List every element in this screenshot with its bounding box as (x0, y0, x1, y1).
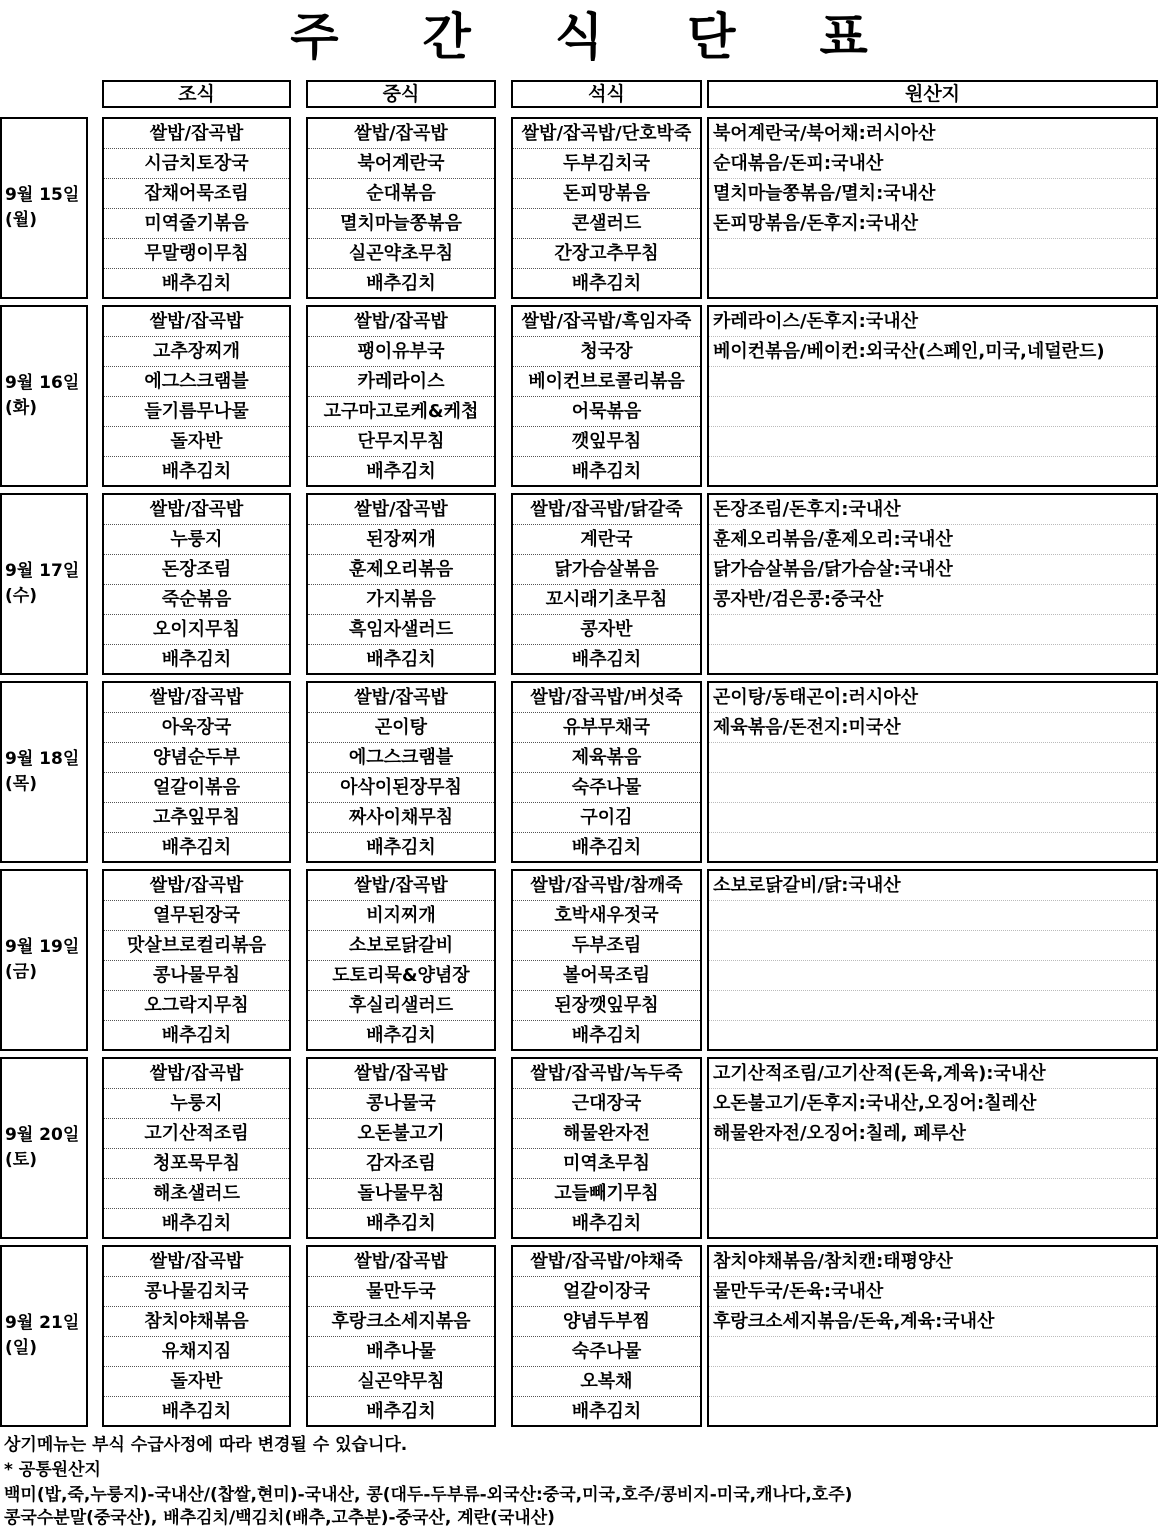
menu-item: 콩나물무침 (104, 961, 289, 991)
menu-item: 에그스크램블 (104, 367, 289, 397)
day-label (0, 493, 88, 675)
origin-item (709, 1209, 1156, 1239)
menu-item: 배추김치 (571, 1213, 642, 1234)
day-date: 9월 20일 (5, 1125, 80, 1145)
menu-item: 쌀밥/잡곡밥 (104, 119, 289, 149)
day-weekday: (목) (5, 774, 37, 794)
origin-item: 순대볶음/돈피:국내산 (709, 149, 1156, 179)
day-weekday: (일) (5, 1338, 37, 1358)
dinner-menu-block (511, 117, 702, 299)
day-label (0, 1057, 88, 1239)
lunch-menu-block (306, 493, 496, 675)
origin-item (709, 743, 1156, 773)
menu-item: 제육볶음 (513, 743, 700, 773)
breakfast-menu-block (102, 869, 291, 1051)
menu-item: 오이지무침 (104, 615, 289, 645)
header-origin: 원산지 (707, 80, 1158, 108)
day-date: 9월 17일 (5, 561, 80, 581)
origin-item (709, 773, 1156, 803)
lunch-menu-block (306, 1245, 496, 1427)
origin-item (709, 239, 1156, 269)
menu-item: 쌀밥/잡곡밥 (308, 495, 494, 525)
menu-item: 아욱장국 (104, 713, 289, 743)
menu-item: 북어계란국 (308, 149, 494, 179)
menu-item: 배추김치 (161, 461, 232, 482)
menu-item: 참치야채볶음 (104, 1307, 289, 1337)
origin-item (709, 615, 1156, 645)
origin-item (709, 397, 1156, 427)
origin-item (709, 645, 1156, 675)
menu-item: 물만두국 (308, 1277, 494, 1307)
menu-item: 쌀밥/잡곡밥 (104, 307, 289, 337)
header-breakfast: 조식 (102, 80, 291, 108)
origin-item: 콩자반/검은콩:중국산 (709, 585, 1156, 615)
menu-item: 쌀밥/잡곡밥 (104, 495, 289, 525)
menu-item: 배추김치 (571, 1025, 642, 1046)
breakfast-menu-block (102, 1245, 291, 1427)
origin-item (709, 1021, 1156, 1051)
origin-item (709, 1149, 1156, 1179)
menu-item: 배추김치 (366, 649, 436, 670)
day-weekday: (토) (5, 1150, 37, 1170)
menu-item: 꼬시래기초무침 (513, 585, 700, 615)
breakfast-menu-block (102, 681, 291, 863)
title-char: 식 (554, 8, 604, 66)
menu-item: 쌀밥/잡곡밥/야채죽 (513, 1247, 700, 1277)
origin-item: 곤이탕/동태곤이:러시아산 (709, 683, 1156, 713)
menu-item: 쌀밥/잡곡밥 (308, 119, 494, 149)
origin-item (709, 901, 1156, 931)
menu-item: 열무된장국 (104, 901, 289, 931)
menu-item: 쌀밥/잡곡밥 (308, 1059, 494, 1089)
menu-item: 고구마고로케&케첩 (308, 397, 494, 427)
menu-item: 소보로닭갈비 (308, 931, 494, 961)
origin-menu-block (707, 681, 1158, 863)
menu-item: 숙주나물 (513, 1337, 700, 1367)
menu-item: 곤이탕 (308, 713, 494, 743)
origin-item: 멸치마늘쫑볶음/멸치:국내산 (709, 179, 1156, 209)
day-date: 9월 18일 (5, 749, 80, 769)
menu-item: 멸치마늘쫑볶음 (308, 209, 494, 239)
origin-item: 돈장조림/돈후지:국내산 (709, 495, 1156, 525)
origin-item (709, 367, 1156, 397)
day-label (0, 1245, 88, 1427)
menu-item: 오그락지무침 (104, 991, 289, 1021)
menu-item: 팽이유부국 (308, 337, 494, 367)
menu-item: 고들빼기무침 (513, 1179, 700, 1209)
day-weekday: (화) (5, 398, 37, 418)
menu-item: 콩나물국 (308, 1089, 494, 1119)
day-date: 9월 15일 (5, 185, 80, 205)
footer-common-origin-title: * 공통원산지 (4, 1460, 101, 1480)
menu-item: 배추김치 (366, 1025, 436, 1046)
dinner-menu-block (511, 1245, 702, 1427)
lunch-menu-block (306, 681, 496, 863)
menu-item: 들기름무나물 (104, 397, 289, 427)
day-weekday: (금) (5, 962, 37, 982)
menu-item: 오돈불고기 (308, 1119, 494, 1149)
origin-item (709, 427, 1156, 457)
menu-item: 청포묵무침 (104, 1149, 289, 1179)
menu-item: 청국장 (513, 337, 700, 367)
menu-item: 실곤약초무침 (308, 239, 494, 269)
menu-item: 된장찌개 (308, 525, 494, 555)
menu-item: 비지찌개 (308, 901, 494, 931)
menu-item: 돌자반 (104, 1367, 289, 1397)
dinner-menu-block (511, 681, 702, 863)
menu-item: 배추김치 (366, 1401, 436, 1422)
menu-item: 배추김치 (161, 1025, 232, 1046)
origin-item: 베이컨볶음/베이컨:외국산(스페인,미국,네덜란드) (709, 337, 1156, 367)
title-char: 단 (687, 8, 736, 66)
day-label (0, 305, 88, 487)
menu-item: 잡채어묵조림 (104, 179, 289, 209)
menu-item: 쌀밥/잡곡밥/버섯죽 (513, 683, 700, 713)
menu-item: 콩나물김치국 (104, 1277, 289, 1307)
dinner-menu-block (511, 305, 702, 487)
menu-item: 얼갈이볶음 (104, 773, 289, 803)
menu-item: 쌀밥/잡곡밥 (308, 871, 494, 901)
menu-item: 깻잎무침 (513, 427, 700, 457)
menu-item: 배추나물 (308, 1337, 494, 1367)
menu-item: 미역초무침 (513, 1149, 700, 1179)
menu-item: 쌀밥/잡곡밥 (308, 307, 494, 337)
origin-item: 해물완자전/오징어:칠레, 페루산 (709, 1119, 1156, 1149)
lunch-menu-block (306, 1057, 496, 1239)
day-weekday: (월) (5, 210, 37, 230)
menu-item: 배추김치 (571, 1401, 642, 1422)
title-char: 간 (422, 8, 471, 66)
menu-item: 쌀밥/잡곡밥 (104, 1059, 289, 1089)
menu-item: 콩자반 (513, 615, 700, 645)
origin-item: 물만두국/돈육:국내산 (709, 1277, 1156, 1307)
menu-item: 숙주나물 (513, 773, 700, 803)
menu-item: 배추김치 (161, 837, 232, 858)
menu-item: 쌀밥/잡곡밥 (104, 683, 289, 713)
breakfast-menu-block (102, 1057, 291, 1239)
menu-item: 배추김치 (571, 837, 642, 858)
menu-item: 쌀밥/잡곡밥 (308, 683, 494, 713)
menu-item: 배추김치 (366, 1213, 436, 1234)
origin-item: 고기산적조림/고기산적(돈육,계육):국내산 (709, 1059, 1156, 1089)
origin-item: 북어계란국/북어채:러시아산 (709, 119, 1156, 149)
day-date: 9월 19일 (5, 937, 80, 957)
title-char: 표 (819, 8, 868, 66)
origin-menu-block (707, 117, 1158, 299)
menu-item: 쌀밥/잡곡밥/흑임자죽 (513, 307, 700, 337)
day-date: 9월 21일 (5, 1313, 80, 1333)
menu-item: 해물완자전 (513, 1119, 700, 1149)
origin-menu-block (707, 1245, 1158, 1427)
menu-item: 콘샐러드 (513, 209, 700, 239)
menu-item: 훈제오리볶음 (308, 555, 494, 585)
origin-menu-block (707, 1057, 1158, 1239)
origin-item: 오돈불고기/돈후지:국내산,오징어:칠레산 (709, 1089, 1156, 1119)
menu-item: 단무지무침 (308, 427, 494, 457)
footer-note: 상기메뉴는 부식 수급사정에 따라 변경될 수 있습니다. (4, 1435, 408, 1455)
menu-item: 베이컨브로콜리볶음 (513, 367, 700, 397)
origin-menu-block (707, 869, 1158, 1051)
origin-item: 후랑크소세지볶음/돈육,계육:국내산 (709, 1307, 1156, 1337)
menu-item: 미역줄기볶음 (104, 209, 289, 239)
menu-item: 볼어묵조림 (513, 961, 700, 991)
lunch-menu-block (306, 305, 496, 487)
menu-item: 호박새우젓국 (513, 901, 700, 931)
menu-item: 고기산적조림 (104, 1119, 289, 1149)
menu-item: 누룽지 (104, 525, 289, 555)
menu-item: 배추김치 (161, 1213, 232, 1234)
menu-item: 배추김치 (161, 649, 232, 670)
origin-item: 참치야채볶음/참치캔:태평양산 (709, 1247, 1156, 1277)
day-label (0, 869, 88, 1051)
dinner-menu-block (511, 493, 702, 675)
title-char: 주 (290, 8, 339, 66)
dinner-menu-block (511, 1057, 702, 1239)
menu-item: 어묵볶음 (513, 397, 700, 427)
menu-item: 유채지짐 (104, 1337, 289, 1367)
menu-item: 두부조림 (513, 931, 700, 961)
menu-item: 에그스크램블 (308, 743, 494, 773)
menu-item: 순대볶음 (308, 179, 494, 209)
footer-common-origin-line: 콩국수분말(중국산), 배추김치/백김치(배추,고추분)-중국산, 계란(국내산) (4, 1508, 555, 1528)
lunch-menu-block (306, 117, 496, 299)
menu-item: 배추김치 (571, 273, 642, 294)
origin-item: 소보로닭갈비/닭:국내산 (709, 871, 1156, 901)
day-label (0, 681, 88, 863)
origin-item (709, 1337, 1156, 1367)
origin-item (709, 1367, 1156, 1397)
menu-item: 해초샐러드 (104, 1179, 289, 1209)
menu-item: 돌자반 (104, 427, 289, 457)
menu-item: 쌀밥/잡곡밥/참깨죽 (513, 871, 700, 901)
menu-item: 맛살브로컬리볶음 (104, 931, 289, 961)
menu-item: 고추잎무침 (104, 803, 289, 833)
origin-item (709, 931, 1156, 961)
menu-item: 구이김 (513, 803, 700, 833)
origin-item (709, 269, 1156, 299)
menu-item: 후실리샐러드 (308, 991, 494, 1021)
menu-item: 유부무채국 (513, 713, 700, 743)
menu-item: 쌀밥/잡곡밥/닭갈죽 (513, 495, 700, 525)
menu-item: 근대장국 (513, 1089, 700, 1119)
menu-item: 돌나물무침 (308, 1179, 494, 1209)
menu-item: 계란국 (513, 525, 700, 555)
menu-item: 배추김치 (161, 273, 232, 294)
origin-item: 제육볶음/돈전지:미국산 (709, 713, 1156, 743)
day-label (0, 117, 88, 299)
origin-item (709, 991, 1156, 1021)
menu-item: 된장깻잎무침 (513, 991, 700, 1021)
origin-menu-block (707, 305, 1158, 487)
menu-item: 배추김치 (366, 837, 436, 858)
menu-item: 시금치토장국 (104, 149, 289, 179)
menu-item: 쌀밥/잡곡밥 (308, 1247, 494, 1277)
menu-item: 가지볶음 (308, 585, 494, 615)
day-date: 9월 16일 (5, 373, 80, 393)
lunch-menu-block (306, 869, 496, 1051)
menu-item: 도토리묵&양념장 (308, 961, 494, 991)
menu-item: 닭가슴살볶음 (513, 555, 700, 585)
menu-item: 무말랭이무침 (104, 239, 289, 269)
menu-item: 쌀밥/잡곡밥/녹두죽 (513, 1059, 700, 1089)
menu-item: 쌀밥/잡곡밥 (104, 871, 289, 901)
origin-item: 훈제오리볶음/훈제오리:국내산 (709, 525, 1156, 555)
menu-item: 감자조림 (308, 1149, 494, 1179)
origin-menu-block (707, 493, 1158, 675)
origin-item: 돈피망볶음/돈후지:국내산 (709, 209, 1156, 239)
menu-item: 배추김치 (366, 273, 436, 294)
menu-item: 죽순볶음 (104, 585, 289, 615)
menu-item: 얼갈이장국 (513, 1277, 700, 1307)
header-lunch: 중식 (306, 80, 496, 108)
breakfast-menu-block (102, 493, 291, 675)
menu-item: 양념순두부 (104, 743, 289, 773)
menu-item: 양념두부찜 (513, 1307, 700, 1337)
origin-item: 카레라이스/돈후지:국내산 (709, 307, 1156, 337)
origin-item (709, 1397, 1156, 1427)
menu-item: 쌀밥/잡곡밥/단호박죽 (513, 119, 700, 149)
menu-item: 흑임자샐러드 (308, 615, 494, 645)
menu-item: 돈피망볶음 (513, 179, 700, 209)
page-title (0, 0, 1158, 70)
menu-item: 배추김치 (571, 461, 642, 482)
origin-item (709, 961, 1156, 991)
dinner-menu-block (511, 869, 702, 1051)
menu-item: 후랑크소세지볶음 (308, 1307, 494, 1337)
menu-item: 오복채 (513, 1367, 700, 1397)
menu-item: 간장고추무침 (513, 239, 700, 269)
menu-item: 돈장조림 (104, 555, 289, 585)
menu-item: 실곤약무침 (308, 1367, 494, 1397)
origin-item (709, 833, 1156, 863)
menu-item: 배추김치 (366, 461, 436, 482)
menu-item: 짜사이채무침 (308, 803, 494, 833)
day-weekday: (수) (5, 586, 37, 606)
menu-item: 카레라이스 (308, 367, 494, 397)
menu-item: 배추김치 (571, 649, 642, 670)
footer-common-origin-line: 백미(밥,죽,누룽지)-국내산/(찹쌀,현미)-국내산, 콩(대두-두부류-외국산:중국,미국,호주/콩비지-미국,캐나다,호주) (4, 1485, 853, 1505)
origin-item (709, 803, 1156, 833)
menu-item: 누룽지 (104, 1089, 289, 1119)
menu-item: 쌀밥/잡곡밥 (104, 1247, 289, 1277)
origin-item (709, 457, 1156, 487)
breakfast-menu-block (102, 305, 291, 487)
menu-item: 고추장찌개 (104, 337, 289, 367)
menu-item: 배추김치 (161, 1401, 232, 1422)
origin-item (709, 1179, 1156, 1209)
menu-item: 두부김치국 (513, 149, 700, 179)
breakfast-menu-block (102, 117, 291, 299)
origin-item: 닭가슴살볶음/닭가슴살:국내산 (709, 555, 1156, 585)
menu-item: 아삭이된장무침 (308, 773, 494, 803)
header-dinner: 석식 (511, 80, 702, 108)
